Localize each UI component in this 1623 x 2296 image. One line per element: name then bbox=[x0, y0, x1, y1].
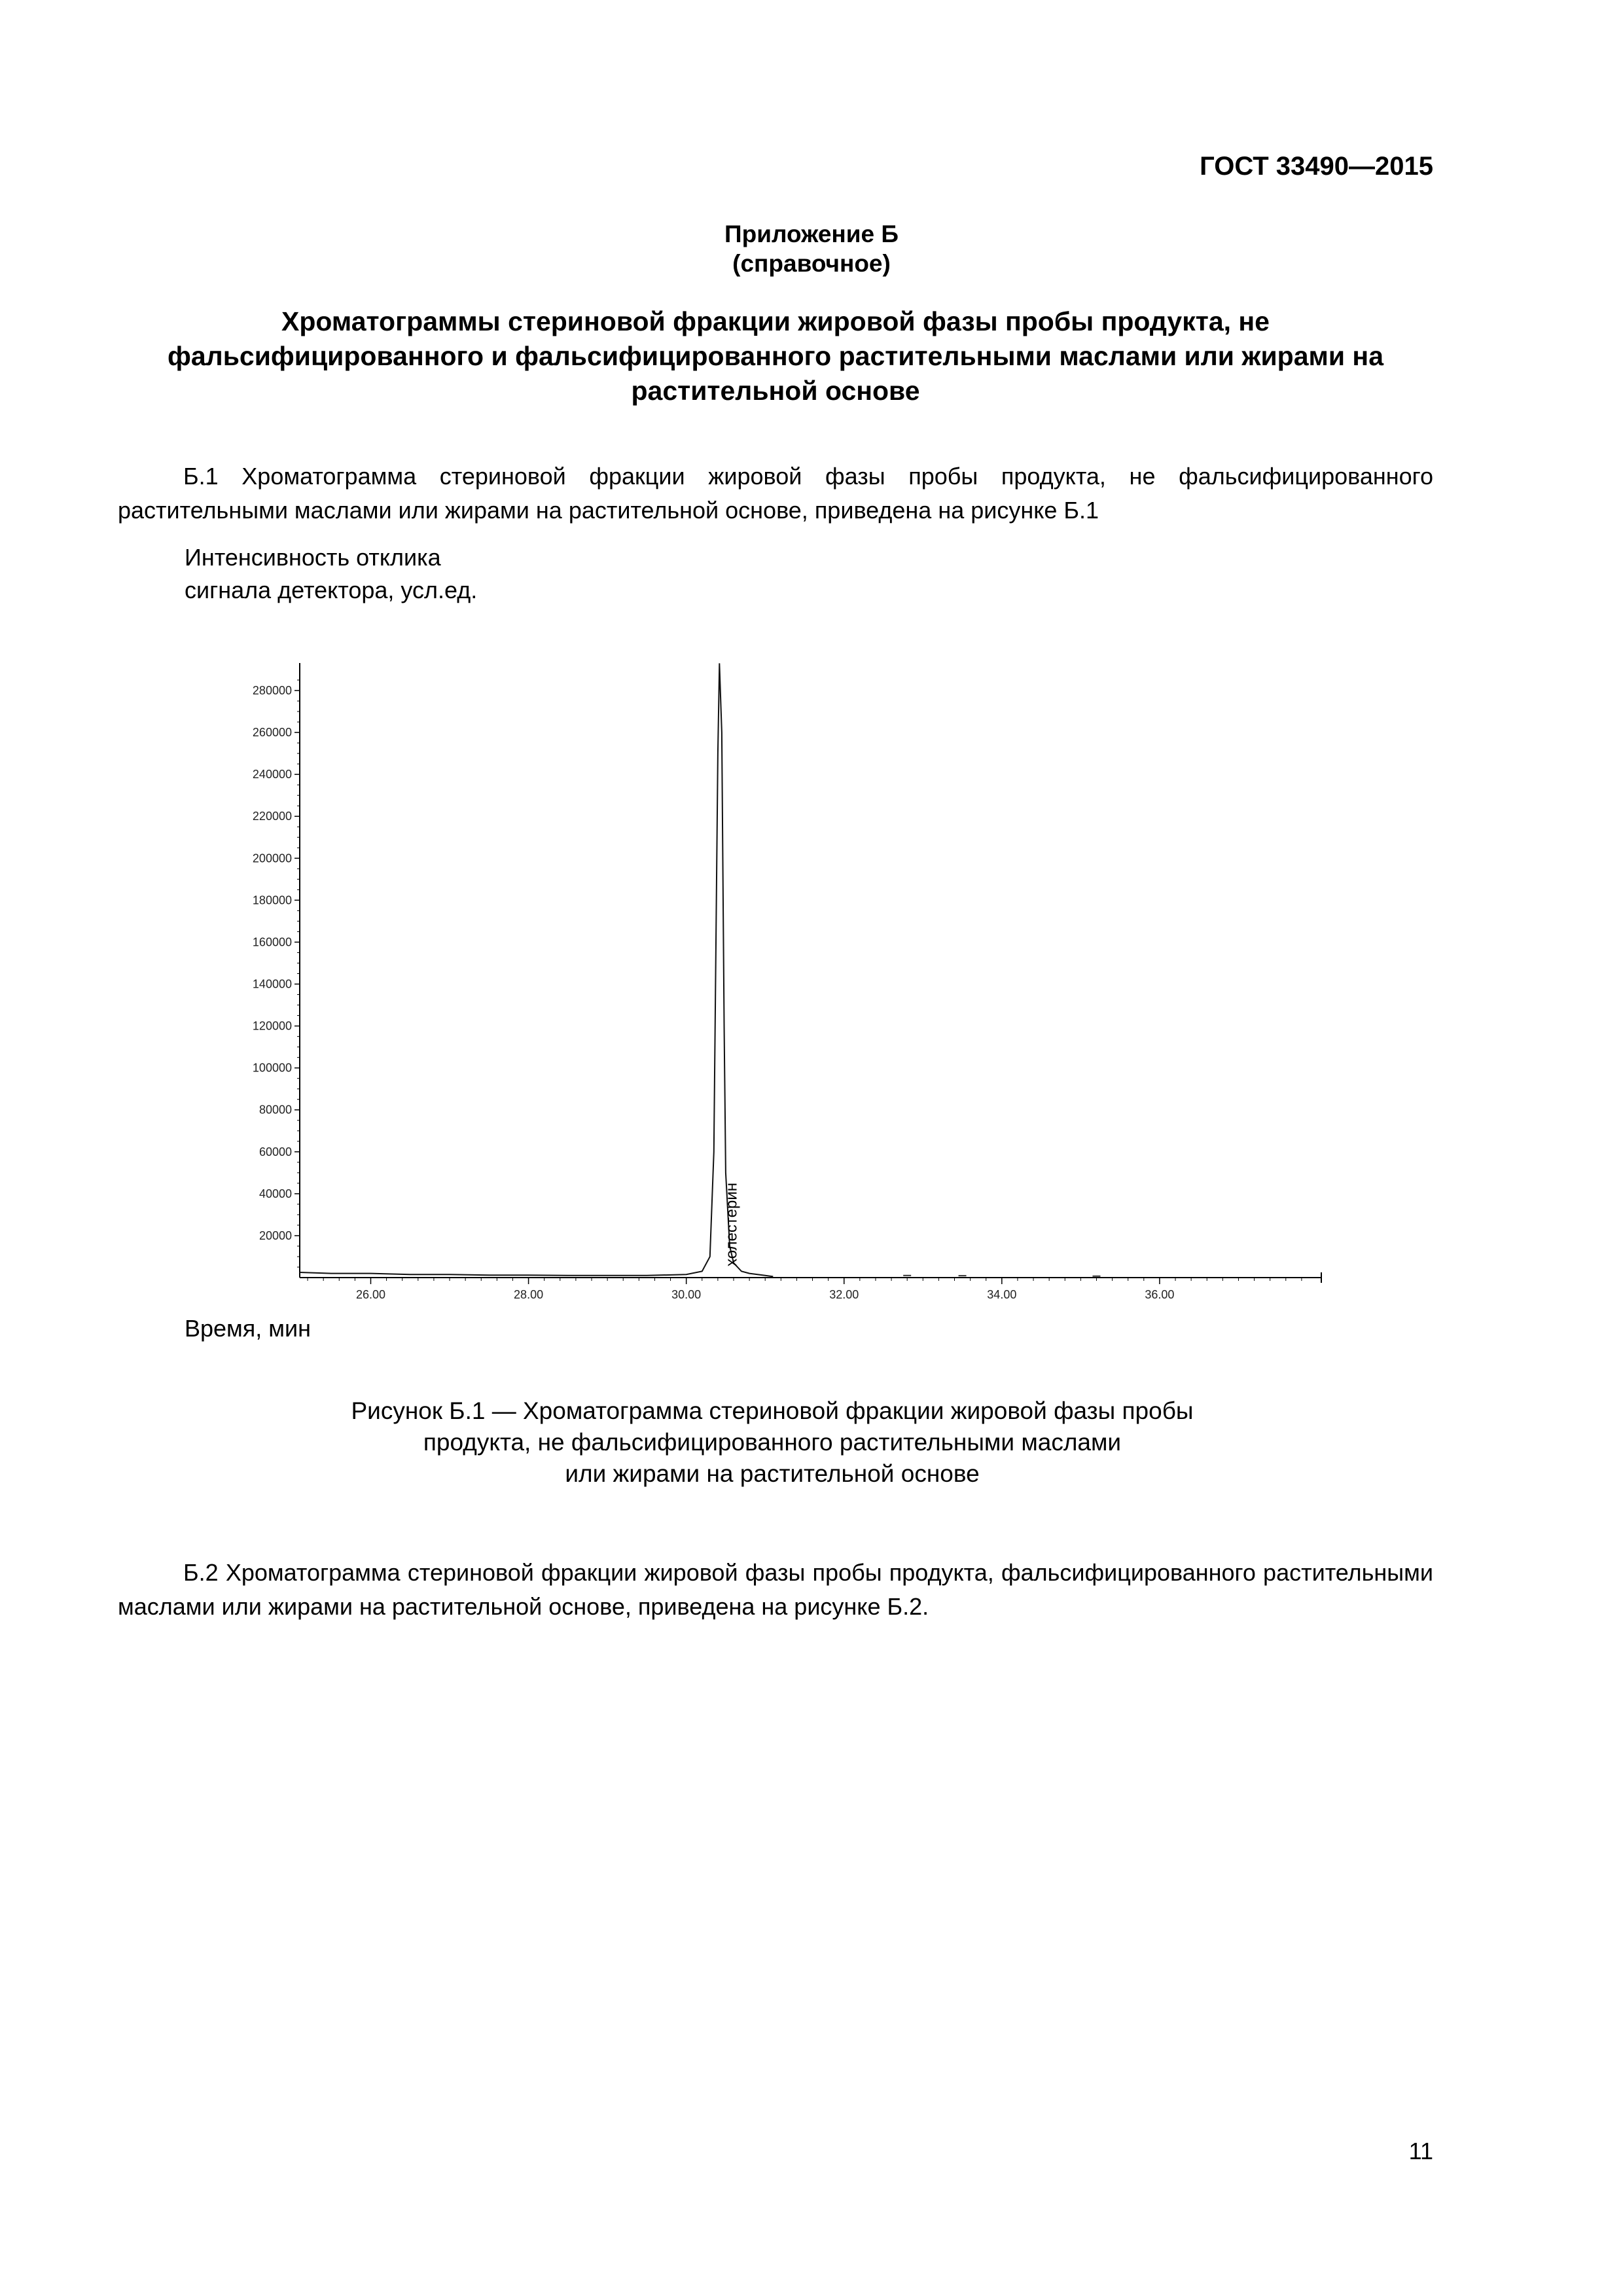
x-axis-caption: Время, мин bbox=[185, 1315, 312, 1342]
appendix-title: Приложение Б bbox=[724, 221, 899, 247]
figure-caption-line: или жирами на растительной основе bbox=[565, 1460, 980, 1487]
paragraph-b1-text: Б.1 Хроматограмма стериновой фракции жировой фазы пробы продукта, не фальсифицированного растительными маслами или жирами на растительной основе, приведена на рисунке Б.1 bbox=[118, 463, 1433, 524]
y-tick-label: 140000 bbox=[252, 977, 292, 991]
y-tick-label: 200000 bbox=[252, 852, 292, 865]
standard-number: ГОСТ 33490—2015 bbox=[1200, 152, 1433, 181]
chromatogram-trace bbox=[300, 663, 773, 1276]
y-tick-label: 260000 bbox=[252, 726, 292, 740]
x-tick-label: 36.00 bbox=[1145, 1288, 1175, 1301]
y-tick-label: 160000 bbox=[252, 935, 292, 949]
y-tick-label: 80000 bbox=[259, 1103, 292, 1117]
y-axis-caption-line: сигнала детектора, усл.ед. bbox=[185, 577, 478, 603]
main-title-line: Хроматограммы стериновой фракции жировой фазы пробы продукта, не bbox=[281, 306, 1270, 336]
main-title-line: растительной основе bbox=[631, 376, 920, 406]
y-tick-label: 60000 bbox=[259, 1145, 292, 1158]
figure-caption-line: Рисунок Б.1 — Хроматограмма стериновой фракции жировой фазы пробы bbox=[351, 1397, 1194, 1424]
y-tick-label: 180000 bbox=[252, 893, 292, 907]
page-number: 11 bbox=[1408, 2138, 1433, 2164]
y-tick-label: 120000 bbox=[252, 1019, 292, 1033]
paragraph-b2-text: Б.2 Хроматограмма стериновой фракции жировой фазы пробы продукта, фальсифицированного растительными маслами или жирами на растительной основе, приведена на рисунке Б.2. bbox=[118, 1559, 1433, 1620]
main-title-line: фальсифицированного и фальсифицированного растительными маслами или жирами на bbox=[167, 341, 1384, 371]
x-tick-label: 32.00 bbox=[829, 1288, 859, 1301]
x-tick-label: 34.00 bbox=[987, 1288, 1017, 1301]
y-axis-caption-line: Интенсивность отклика bbox=[185, 544, 441, 571]
figure-caption-line: продукта, не фальсифицированного растительными маслами bbox=[423, 1429, 1122, 1456]
y-tick-label: 240000 bbox=[252, 768, 292, 781]
paragraph-b2 bbox=[118, 1556, 1433, 1624]
y-tick-label: 280000 bbox=[252, 684, 292, 698]
appendix-note: (справочное) bbox=[732, 250, 891, 277]
y-tick-label: 20000 bbox=[259, 1229, 292, 1242]
y-tick-label: 100000 bbox=[252, 1061, 292, 1075]
x-tick-label: 28.00 bbox=[514, 1288, 544, 1301]
y-tick-label: 220000 bbox=[252, 810, 292, 823]
x-tick-label: 30.00 bbox=[671, 1288, 702, 1301]
x-tick-label: 26.00 bbox=[355, 1288, 386, 1301]
figure-caption bbox=[249, 1395, 1296, 1490]
peak-label: холестерин bbox=[722, 1183, 741, 1266]
y-tick-label: 40000 bbox=[259, 1187, 292, 1200]
